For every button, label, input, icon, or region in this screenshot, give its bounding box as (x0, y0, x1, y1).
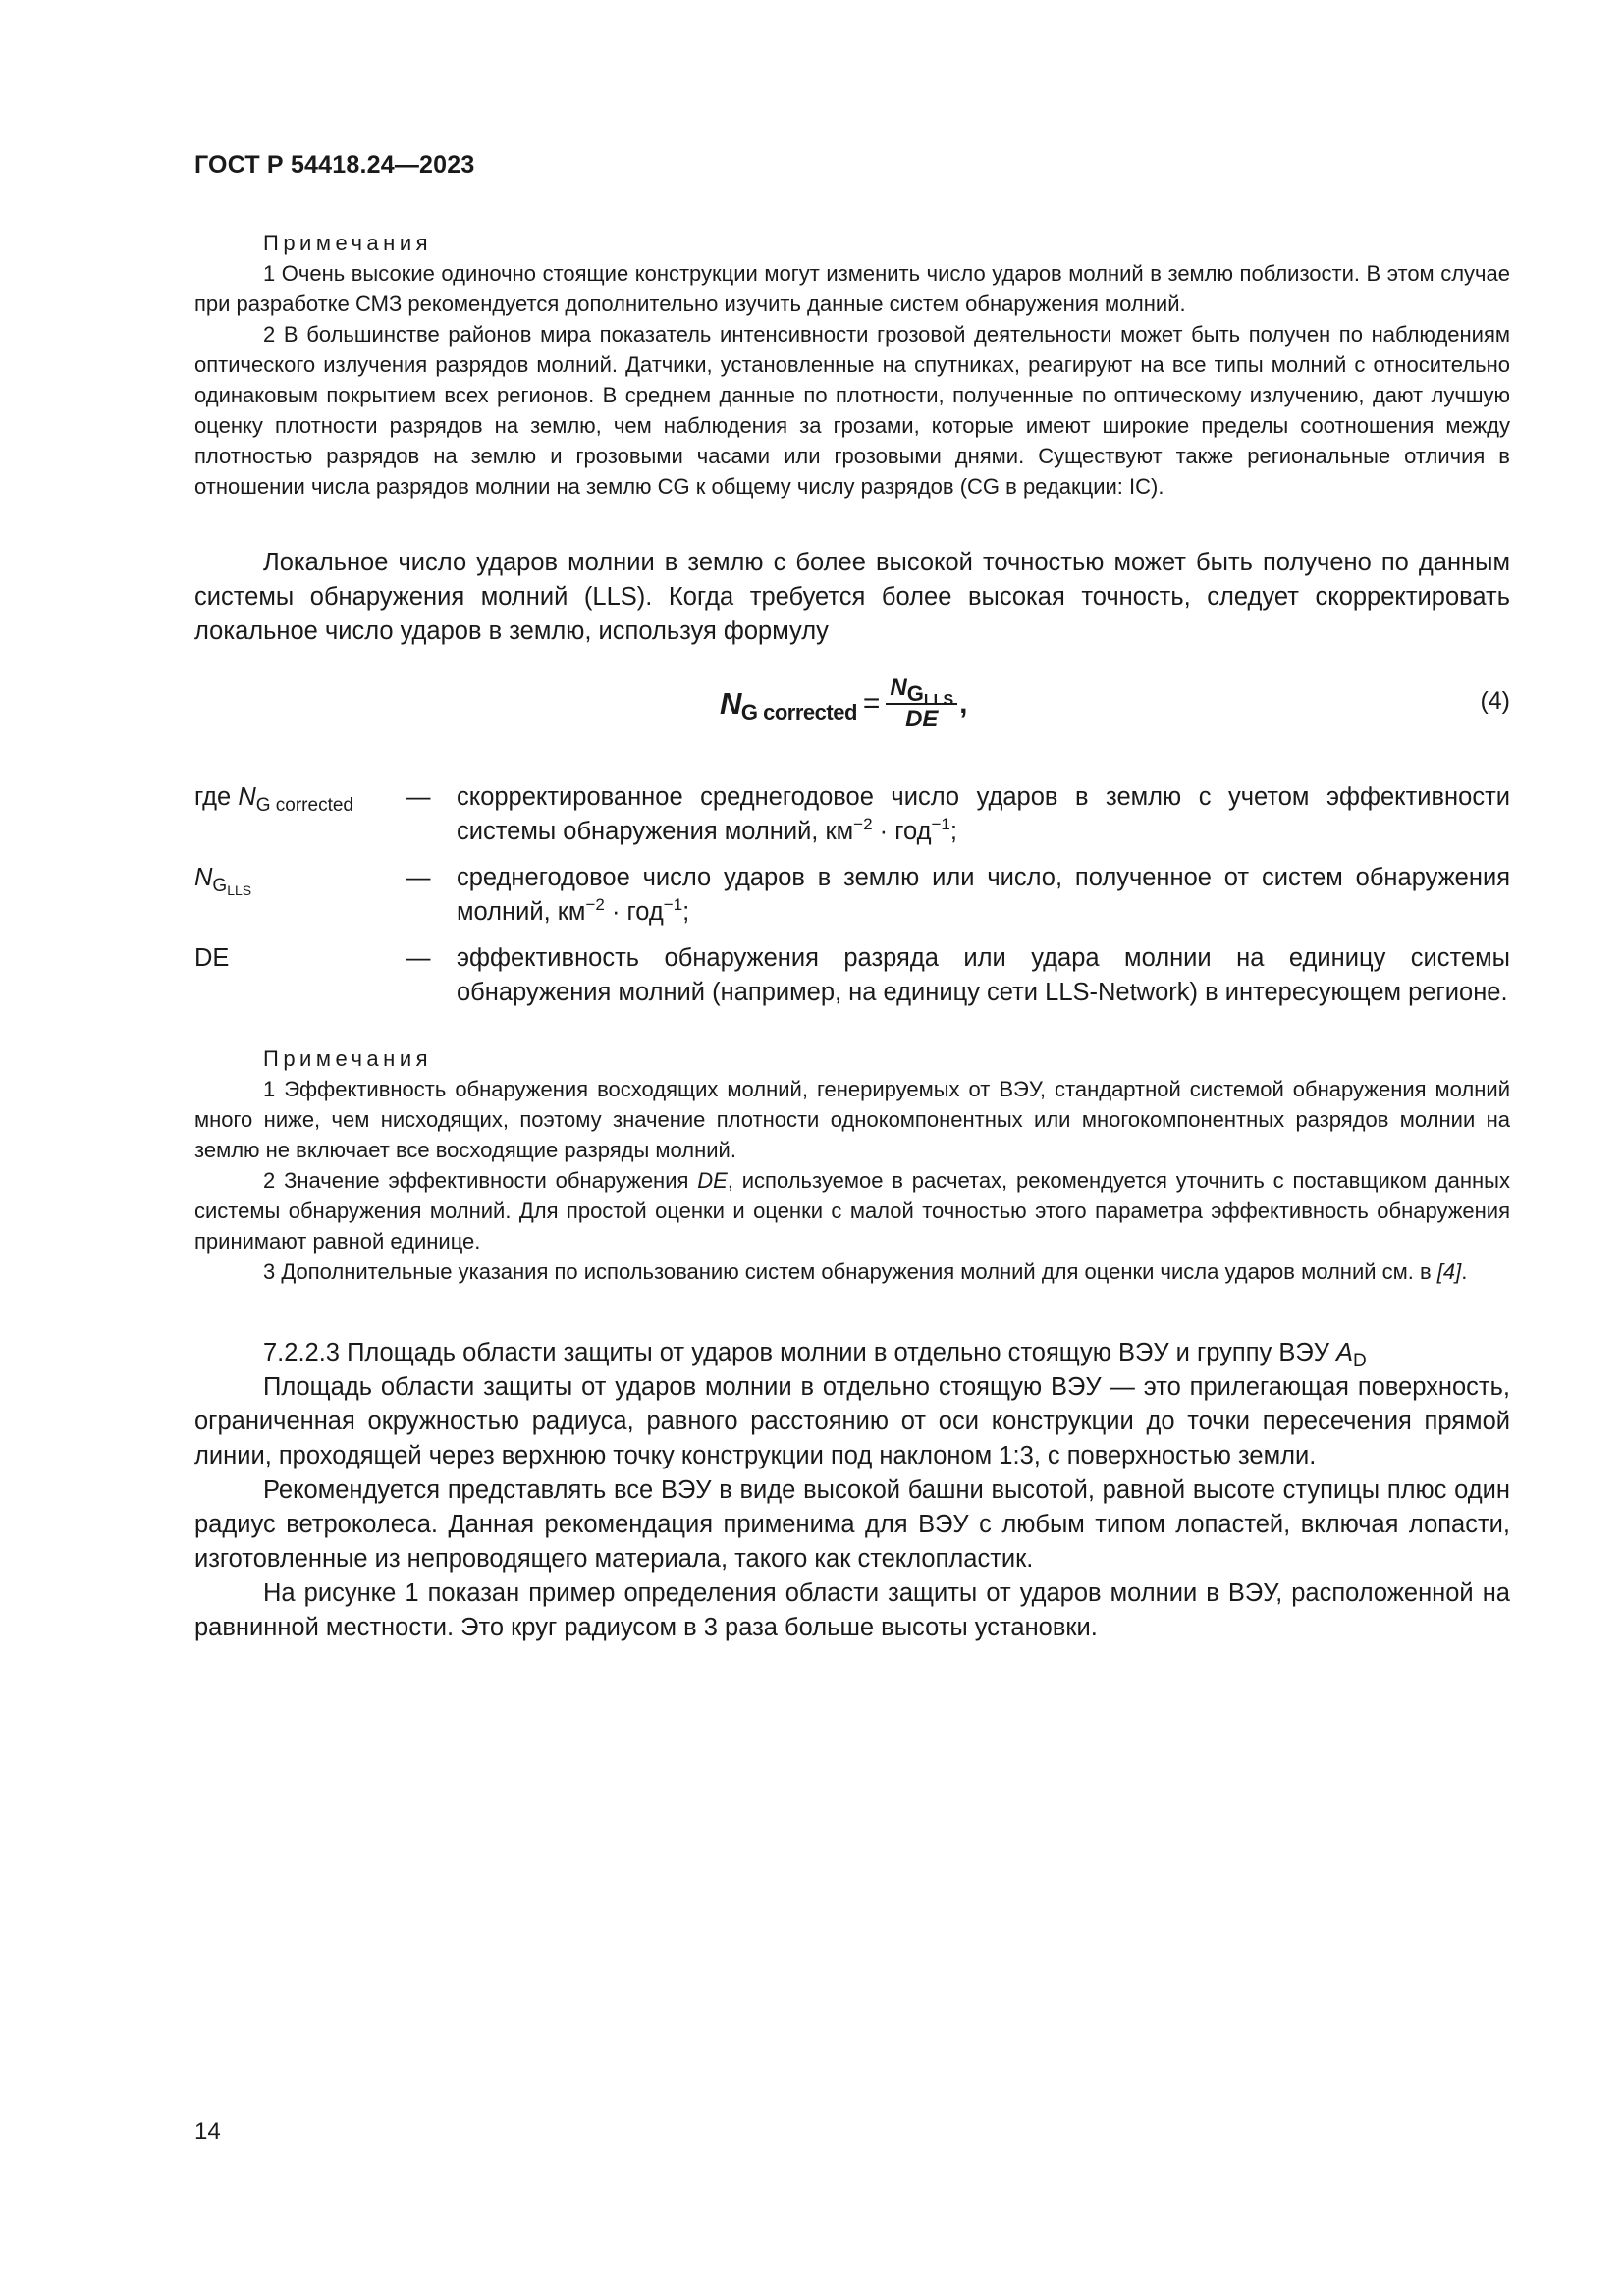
formula-comma: , (959, 687, 968, 720)
section-paragraph: Рекомендуется представлять все ВЭУ в виде высокой башни высотой, равной высоте ступицы плюс один радиус ветроколеса. Данная рекомендация применима для ВЭУ с любым типом лопастей, включая лопасти, изготовленные из непроводящего материала, такого как стеклопластик. (194, 1476, 1510, 1573)
formula-equals: = (862, 687, 881, 720)
formula-row (194, 660, 1510, 748)
definition-dash: — (406, 944, 431, 972)
note-item: 2 В большинстве районов мира показатель интенсивности грозовой деятельности может быть получен по наблюдениям оптического излучения разрядов молний. Датчики, установленные на спутниках, реагируют на все типы молний с относительно одинаковым покрытием всех регионов. В среднем данные по плотности, полученные по оптическому излучению, дают лучшую оценку плотности разрядов на землю, чем наблюдения за грозами, которые имеют широкие пределы соотношения между плотностью разрядов на землю и грозовыми часами или грозовыми днями. Существуют также региональные отличия в отношении числа разрядов молнии на землю CG к общему числу разрядов (CG в редакции: IC). (194, 322, 1510, 499)
section-heading: 7.2.2.3 Площадь области защиты от ударов молнии в отдельно стоящую ВЭУ и группу ВЭУ $A_D$ (263, 1339, 1367, 1371)
definition-text: эффективность обнаружения разряда или удара молнии на единицу системы обнаружения молний (например, на единицу сети LLS-Network) в интересующем регионе. (457, 944, 1510, 1006)
notes-title: Примечания (263, 231, 433, 255)
definition-term: $N_{G_{LLS}}$ (194, 864, 252, 898)
note-item: 3 Дополнительные указания по использованию систем обнаружения молний для оценки числа ударов молний см. в [4]. (263, 1259, 1468, 1284)
note-item: 1 Очень высокие одиночно стоящие конструкции могут изменить число ударов молний в землю поблизости. В этом случае при разработке СМЗ рекомендуется дополнительно изучить данные систем обнаружения молний. (194, 261, 1510, 316)
section-block (194, 1336, 1510, 1645)
equation-number: (4) (1480, 687, 1510, 715)
section-paragraph: На рисунке 1 показан пример определения области защиты от ударов молнии в ВЭУ, расположенной на равнинной местности. Это круг радиусом в 3 раза больше высоты установки. (194, 1579, 1510, 1641)
notes-title: Примечания (263, 1046, 433, 1071)
definition-row (194, 941, 1510, 1010)
formula-numerator: $N_{G_{LLS}}$ (886, 674, 957, 705)
page-number: 14 (194, 2118, 221, 2145)
formula (720, 660, 967, 748)
note-item: 1 Эффективность обнаружения восходящих молний, генерируемых от ВЭУ, стандартной системой обнаружения молний много ниже, чем нисходящих, поэтому значение плотности однокомпонентных или многокомпонентных разрядов молнии на землю не включает все восходящие разряды молний. (194, 1077, 1510, 1162)
formula-denominator: DE (905, 706, 939, 732)
definition-row (194, 780, 1510, 849)
definitions-list (194, 780, 1510, 1022)
definition-text: скорректированное среднегодовое число ударов в землю с учетом эффективности системы обнаружения молний, $км^{-2} \cdot год^{-1}$; (457, 783, 1510, 845)
document-header: ГОСТ Р 54418.24—2023 (194, 151, 475, 179)
notes-block-2 (194, 1043, 1510, 1287)
intro-paragraph: Локальное число ударов молнии в землю с более высокой точностью может быть получено по данным системы обнаружения молний (LLS). Когда требуется более высокая точность, следует скорректировать локальное число ударов в землю, используя формулу (194, 549, 1510, 645)
note-item: 2 Значение эффективности обнаружения DE, используемое в расчетах, рекомендуется уточнить с поставщиком данных системы обнаружения молний. Для простой оценки и оценки с малой точностью этого параметра эффективность обнаружения принимают равной единице. (194, 1168, 1510, 1254)
reference-link: [4] (1436, 1259, 1462, 1284)
definition-dash: — (406, 864, 431, 891)
section-paragraph: Площадь области защиты от ударов молнии в отдельно стоящую ВЭУ — это прилегающая поверхность, ограниченная окружностью радиуса, равного расстоянию от оси конструкции до точки пересечения прямой линии, проходящей через верхнюю точку конструкции под наклоном 1:3, с поверхностью земли. (194, 1373, 1510, 1469)
intro-paragraph-block (194, 546, 1510, 649)
definition-dash: — (406, 783, 431, 811)
formula-fraction (886, 674, 957, 733)
definition-term: где $N_{G corrected}$ (194, 783, 353, 816)
formula-lhs: $N_{G corrected}$ (720, 686, 857, 724)
definition-term: DE (194, 944, 230, 972)
definition-row (194, 861, 1510, 930)
notes-block-1 (194, 228, 1510, 502)
definition-text: среднегодовое число ударов в землю или число, полученное от систем обнаружения молний, $км^{-2} \cdot год^{-1}$; (457, 864, 1510, 926)
